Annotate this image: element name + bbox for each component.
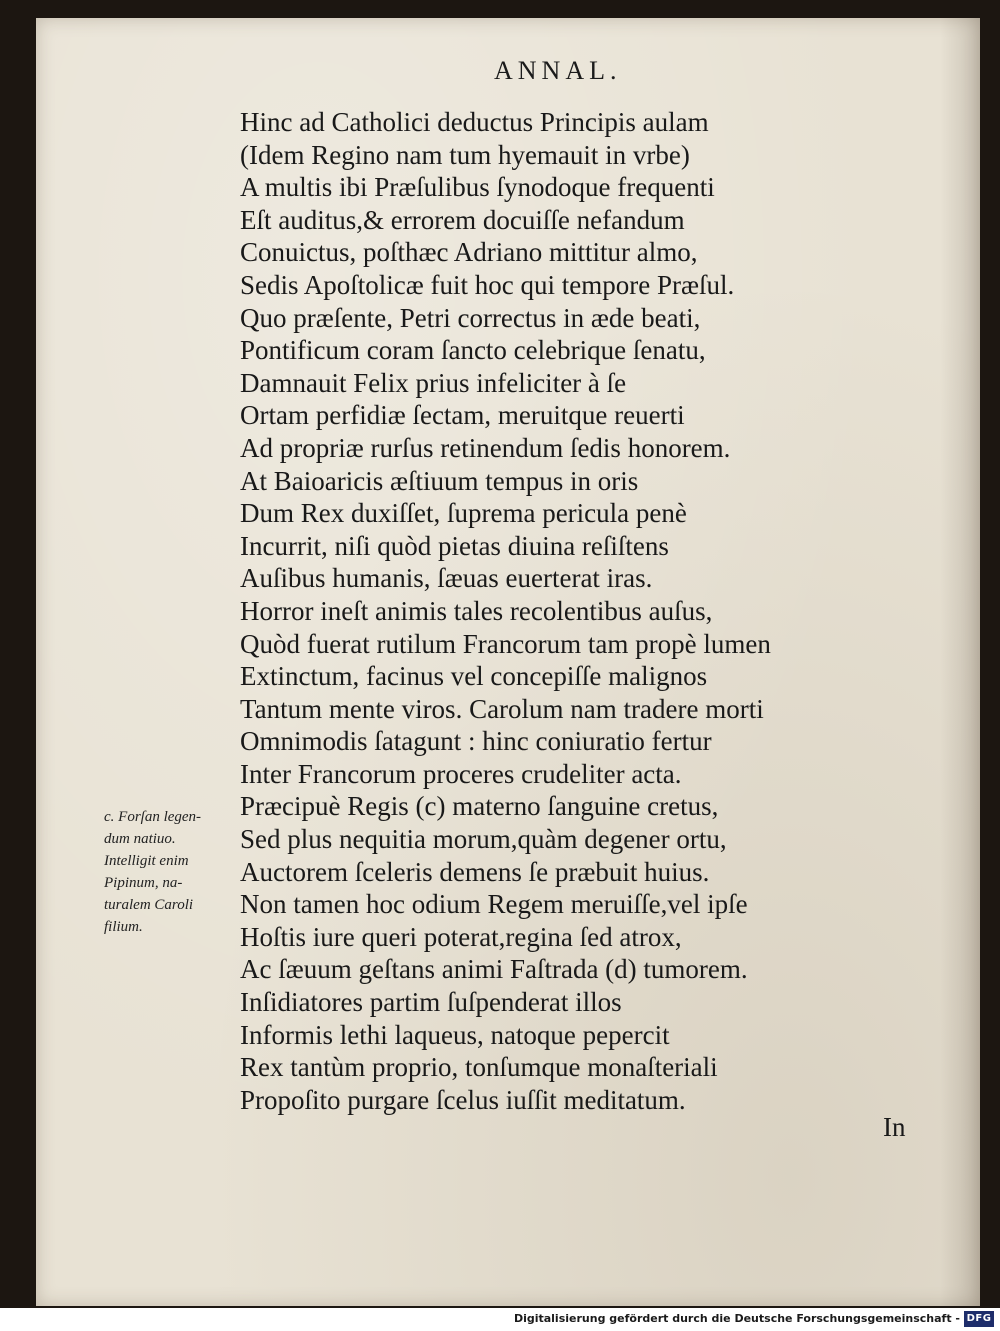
verse-line: Ortam perfidiæ ſectam, meruitque reuerti	[240, 400, 685, 431]
verse-line: Auſibus humanis, ſæuas euerterat iras.	[240, 563, 653, 594]
verse-line: Quo præſente, Petri correctus in æde beati,	[240, 302, 701, 333]
footer-bar	[0, 1308, 1000, 1331]
margin-note-line: Intelligit enim	[104, 853, 189, 869]
verse-line: Quòd fuerat rutilum Francorum tam propè lumen	[240, 628, 771, 659]
catchword: In	[883, 1112, 906, 1142]
verse-line: Omnimodis ſatagunt : hinc coniuratio fertur	[240, 726, 712, 757]
verse-line: Sedis Apoſtolicæ fuit hoc qui tempore Præſul.	[240, 269, 735, 300]
verse-line: Inſidiatores partim ſuſpenderat illos	[240, 987, 622, 1018]
verse-line: Sed plus nequitia morum,quàm degener ortu,	[240, 824, 727, 855]
verse-line: Non tamen hoc odium Regem meruiſſe,vel ipſe	[240, 889, 748, 920]
verse-line: Ac ſæuum geſtans animi Faſtrada (d) tumorem.	[240, 954, 748, 985]
margin-note-line: Pipinum, na-	[104, 875, 183, 891]
verse-line: Dum Rex duxiſſet, ſuprema pericula penè	[240, 498, 687, 529]
verse-line: Conuictus, poſthæc Adriano mittitur almo,	[240, 237, 698, 268]
dfg-logo: DFG	[964, 1311, 994, 1327]
verse-line: (Idem Regino nam tum hyemauit in vrbe)	[240, 139, 690, 170]
verse-line: Extinctum, facinus vel concepiſſe malignos	[240, 661, 708, 692]
verse-line: Informis lethi laqueus, natoque pepercit	[240, 1019, 670, 1050]
verse-text	[240, 106, 771, 1116]
verse-line: Eſt auditus,& errorem docuiſſe nefandum	[240, 204, 685, 235]
verse-line: Hinc ad Catholici deductus Principis aulam	[240, 107, 709, 137]
verse-line: Ad propriæ rurſus retinendum ſedis honorem.	[240, 432, 731, 463]
verse-line: Rex tantùm proprio, tonſumque monaſteriali	[240, 1052, 718, 1083]
margin-note-line: turalem Caroli	[104, 897, 194, 913]
verse-line: Pontificum coram ſancto celebrique ſenatu,	[240, 335, 706, 366]
verse-line: Horror ineſt animis tales recolentibus auſus,	[240, 595, 713, 626]
verse-line: Auctorem ſceleris demens ſe præbuit huius.	[240, 856, 710, 887]
verse-line: Incurrit, niſi quòd pietas diuina reſiſtens	[240, 530, 669, 561]
funding-credit: Digitalisierung gefördert durch die Deutsche Forschungsgemeinschaft -	[513, 1312, 960, 1325]
verse-line: Propoſito purgare ſcelus iuſſit meditatum.	[240, 1084, 686, 1115]
gutter-shadow	[940, 18, 980, 1306]
verse-line: Damnauit Felix prius infeliciter à ſe	[240, 367, 627, 398]
verse-line: Inter Francorum proceres crudeliter acta.	[240, 758, 682, 789]
verse-line: At Baioaricis æſtiuum tempus in oris	[240, 465, 639, 496]
margin-note	[104, 806, 254, 938]
verse-line: Tantum mente viros. Carolum nam tradere morti	[240, 693, 764, 724]
verse-line: Præcipuè Regis (c) materno ſanguine cretus,	[240, 791, 719, 822]
running-head: ANNAL.	[494, 56, 622, 85]
verse-line: A multis ibi Præſulibus ſynodoque frequenti	[240, 172, 715, 203]
margin-note-line: dum natiuo.	[104, 831, 176, 847]
margin-note-line: c. Forſan legen-	[104, 809, 202, 825]
verse-line: Hoſtis iure queri poterat,regina ſed atrox,	[240, 921, 682, 952]
margin-note-line: filium.	[104, 919, 143, 935]
